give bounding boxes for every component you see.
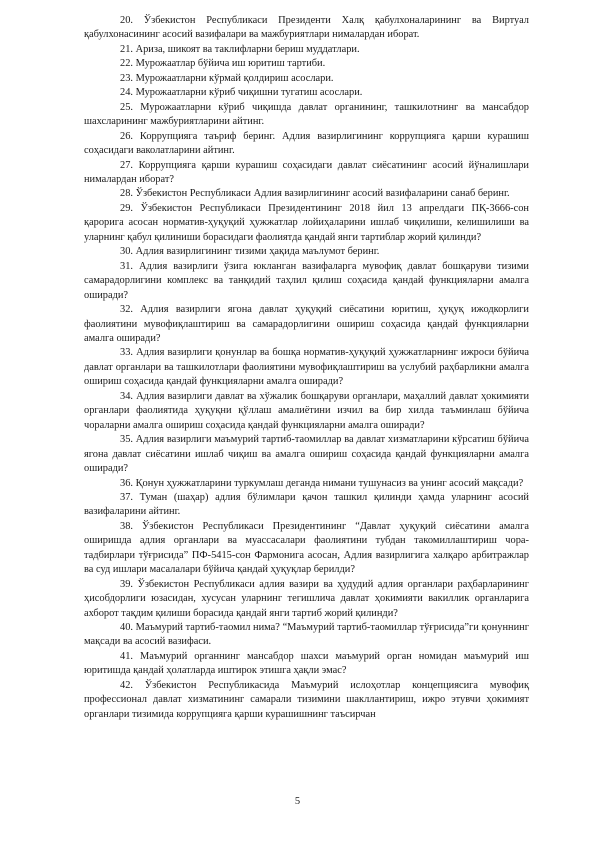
- question-41: 41. Маъмурий органнинг мансабдор шахси маъмурий орган номидан маъмурий иш юритишда қандай ҳолатларда иштирок этишга ҳақли эмас?: [84, 650, 529, 677]
- questions-list: [84, 14, 529, 722]
- page-number: 5: [294, 796, 301, 807]
- question-24: 24. Мурожаатларни кўриб чиқишни тугатиш асослари.: [120, 87, 363, 99]
- question-39: 39. Ўзбекистон Республикаси адлия вазири ва ҳудудий адлия органлари раҳбарларининг ҳисобдорлиги юзасидан, хусусан уларнинг тегишлича давлат ҳокимияти вакиллик органларига ахборот тақдим қилиши борасида қандай янги тартиб жорий қилинди?: [84, 578, 529, 619]
- question-33: 33. Адлия вазирлиги қонунлар ва бошқа норматив-ҳуқуқий ҳужжатларнинг ижроси бўйича давлат органлари ва ташкилотлари фаолиятини мувофиқлаштириш ва услубий раҳбарликни амалга ошириш соҳасида қандай функцияларни амалга оширади?: [84, 347, 529, 388]
- question-38: 38. Ўзбекистон Республикаси Президентининг “Давлат ҳуқуқий сиёсатини амалга оширишда адлия органлари ва муассасалари фаолиятини тубдан такомиллаштириш чора-тадбирлари тўғрисида” ПФ-5415-сон Фармонига асосан, Адлия вазирлигига халқаро арбитражлар ва суд ишлари масалалари бўйича қандай ҳуқуқлар берилди?: [84, 520, 529, 576]
- question-29: 29. Ўзбекистон Республикаси Президентининг 2018 йил 13 апрелдаги ПҚ-3666-сон қарорига асосан норматив-ҳуқуқий ҳужжатлар лойиҳаларини ишлаб чиқилиши, келишилиши ва уларнинг қабул қилиниши борасидаги фаолиятда қандай янги тартиблар жорий қилинди?: [84, 202, 529, 243]
- question-35: 35. Адлия вазирлиги маъмурий тартиб-таомиллар ва давлат хизматларини кўрсатиш бўйича ягона давлат сиёсатини ишлаб чиқиш ва амалга ошириш соҳасида қандай функцияларни амалга оширади?: [84, 434, 529, 475]
- question-21: 21. Ариза, шикоят ва таклифларни бериш муддатлари.: [120, 43, 360, 55]
- question-31: 31. Адлия вазирлиги ўзига юкланган вазифаларга мувофиқ давлат бошқаруви тизими самарадорлигини комплекс ва танқидий таҳлил қилиш соҳасида қандай функцияларни амалга оширади?: [84, 260, 529, 301]
- question-26: 26. Коррупцияга таъриф беринг. Адлия вазирлигининг коррупцияга қарши курашиш соҳасидаги ваколатларини айтинг.: [84, 130, 529, 157]
- question-32: 32. Адлия вазирлиги ягона давлат ҳуқуқий сиёсатини юритиш, ҳуқуқ ижодкорлиги фаолиятини мувофиқлаштириш ва самарадорлигини ошириш соҳасида қандай функцияларни амалга оширади?: [84, 304, 529, 344]
- question-22: 22. Мурожаатлар бўйича иш юритиш тартиби.: [120, 58, 326, 70]
- question-34: 34. Адлия вазирлиги давлат ва хўжалик бошқаруви органлари, маҳаллий давлат ҳокимияти органлари фаолиятида ҳуқуқни қўллаш амалиётини изчил ва бир хилда таъминлаш бўйича чораларни амалга ошириш соҳасида қандай функцияларни амалга оширади?: [84, 390, 529, 431]
- question-28: 28. Ўзбекистон Республикаси Адлия вазирлигининг асосий вазифаларини санаб беринг.: [120, 188, 510, 200]
- question-27: 27. Коррупцияга қарши курашиш соҳасидаги давлат сиёсатининг асосий йўналишлари нималардан иборат?: [84, 159, 529, 185]
- question-25: 25. Мурожаатларни кўриб чиқишда давлат органининг, ташкилотнинг ва мансабдор шахсларининг мажбуриятларини айтинг.: [84, 101, 529, 128]
- question-23: 23. Мурожаатларни кўрмай қолдириш асослари.: [120, 72, 334, 84]
- question-37: 37. Туман (шаҳар) адлия бўлимлари қачон ташкил қилинди ҳамда уларнинг асосий вазифаларини айтинг.: [84, 491, 529, 518]
- question-30: 30. Адлия вазирлигининг тизими ҳақида маълумот беринг.: [120, 246, 380, 258]
- question-36: 36. Қонун ҳужжатларини туркумлаш деганда нимани тушунасиз ва унинг асосий мақсади?: [120, 477, 524, 489]
- question-20: 20. Ўзбекистон Республикаси Президенти Халқ қабулхоналарининг ва Виртуал қабулхонасининг асосий вазифалари ва мажбуриятлари нималардан иборат.: [84, 15, 529, 41]
- question-42: 42. Ўзбекистон Республикасида Маъмурий ислоҳотлар концепциясига мувофиқ профессионал давлат хизматининг самарали тизимини шакллантириш, ижро этувчи ҳокимият органлари тизимида коррупцияга қарши курашишнинг таъсирчан: [84, 679, 529, 720]
- question-40: 40. Маъмурий тартиб-таомил нима? “Маъмурий тартиб-таомиллар тўғрисида”ги қонуннинг мақсади ва асосий вазифаси.: [84, 622, 529, 648]
